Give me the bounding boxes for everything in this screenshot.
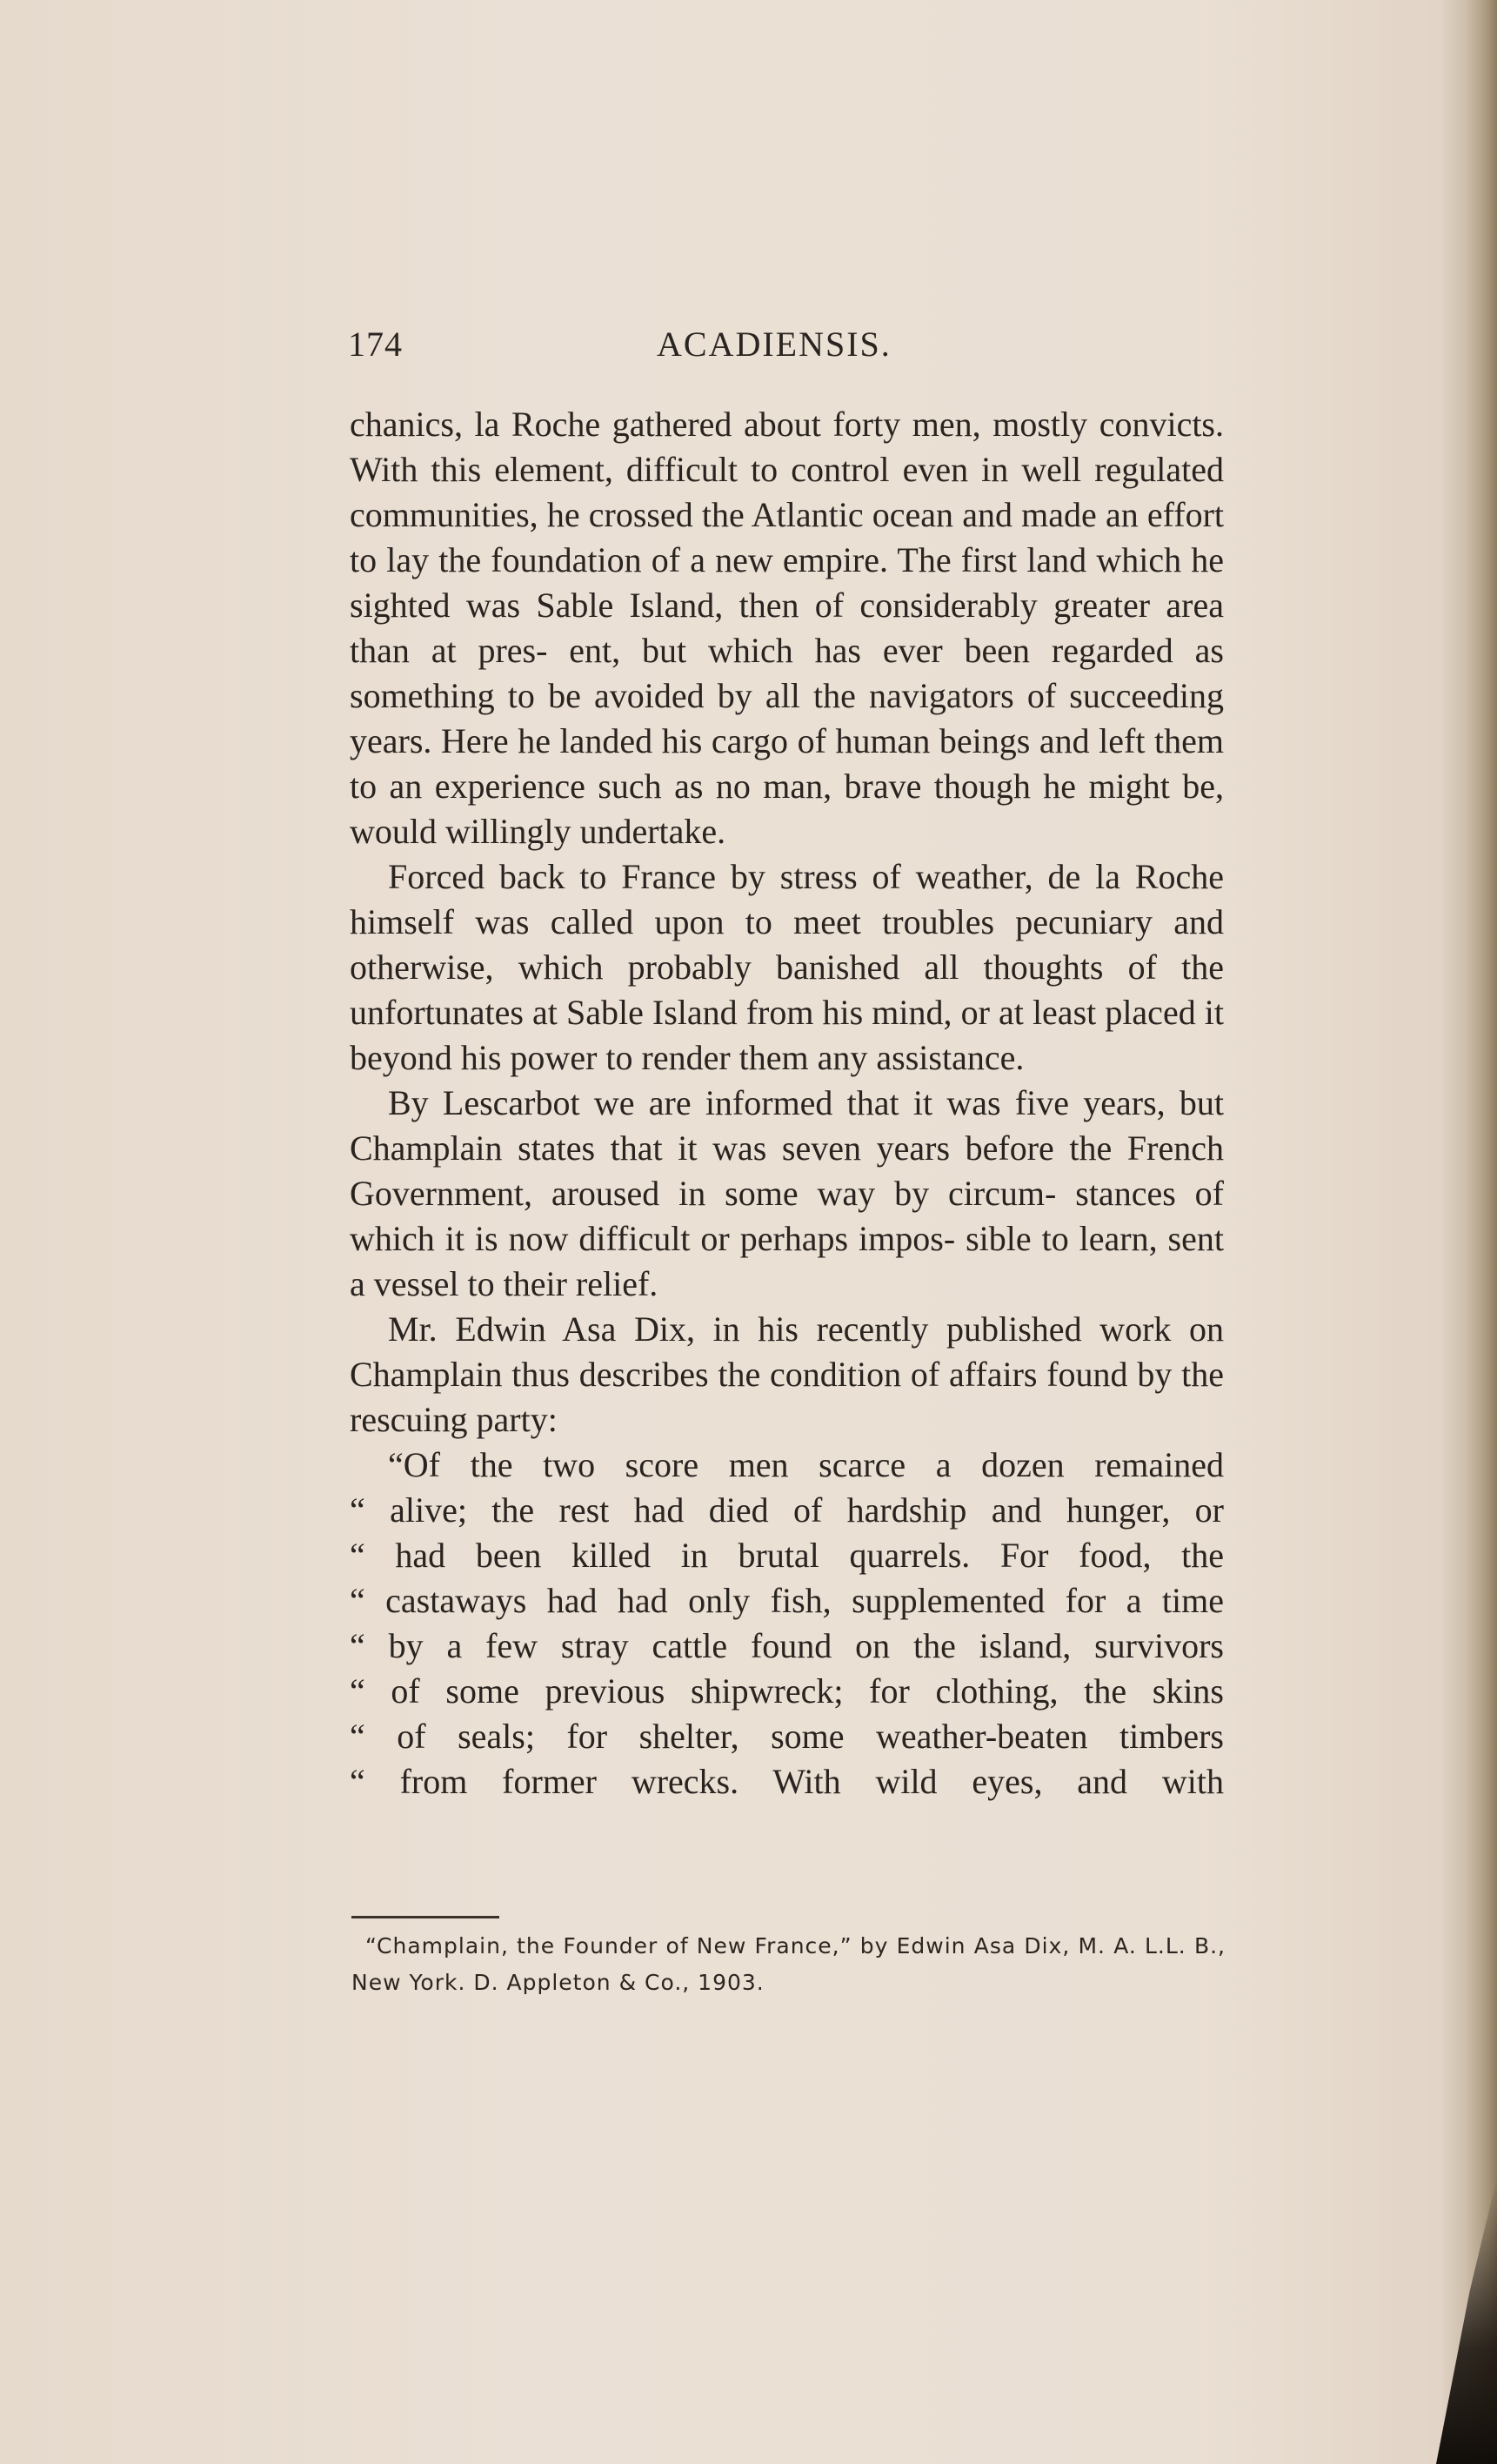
paragraph: Mr. Edwin Asa Dix, in his recently published work on Champlain thus describes the condition of affairs found by the rescuing party: <box>350 1309 1224 1439</box>
page-gutter-shadow <box>1441 0 1467 2464</box>
paragraph: By Lescarbot we are informed that it was five years, but Champlain states that it was seven years before the French Government, aroused in some way by circum- stances of which it is now difficult or perhaps impos- sible to learn, sent a vessel to their relief. <box>350 1083 1224 1303</box>
quote-line: “ of some previous shipwreck; for clothing, the skins <box>350 1671 1224 1711</box>
page-edge-strip <box>1467 0 1497 2464</box>
quote-line: “Of the two score men scarce a dozen remained <box>388 1445 1224 1484</box>
paragraph: Forced back to France by stress of weather, de la Roche himself was called upon to meet troubles pecuniary and otherwise, which probably banished all thoughts of the unfortunates at Sable Island from his mind, or at least placed it beyond his power to render them any assistance. <box>350 857 1224 1077</box>
body-text <box>350 402 1224 1804</box>
footnote-rule <box>351 1916 499 1918</box>
quote-line: “ by a few stray cattle found on the island, survivors <box>350 1626 1224 1665</box>
paragraph: chanics, la Roche gathered about forty men, mostly convicts. With this element, difficult to control even in well regulated communities, he crossed the Atlantic ocean and made an effort to lay the foundation of a new empire. The first land which he sighted was Sable Island, then of considerably greater area than at pres- ent, but which has ever been regarded as something to be avoided by all the navigators of succeeding years. Here he landed his cargo of human beings and left them to an experience such as no man, brave though he might be, would willingly undertake. <box>350 405 1224 851</box>
quote-line: “ castaways had had only fish, supplemented for a time <box>350 1581 1224 1620</box>
page-header <box>348 324 1226 369</box>
block-quote <box>350 1443 1224 1804</box>
quote-line: “ of seals; for shelter, some weather-beaten timbers <box>350 1717 1224 1756</box>
quote-line: “ had been killed in brutal quarrels. For food, the <box>350 1536 1224 1575</box>
quote-line: “ from former wrecks. With wild eyes, and with <box>350 1762 1224 1801</box>
running-head: ACADIENSIS. <box>657 325 892 364</box>
page-number: 174 <box>348 325 403 364</box>
quote-line: “ alive; the rest had died of hardship and hunger, or <box>350 1490 1224 1530</box>
footnote: “Champlain, the Founder of New France,” by Edwin Asa Dix, M. A. L.L. B., New York. D. Appleton & Co., 1903. <box>351 1933 1226 1995</box>
